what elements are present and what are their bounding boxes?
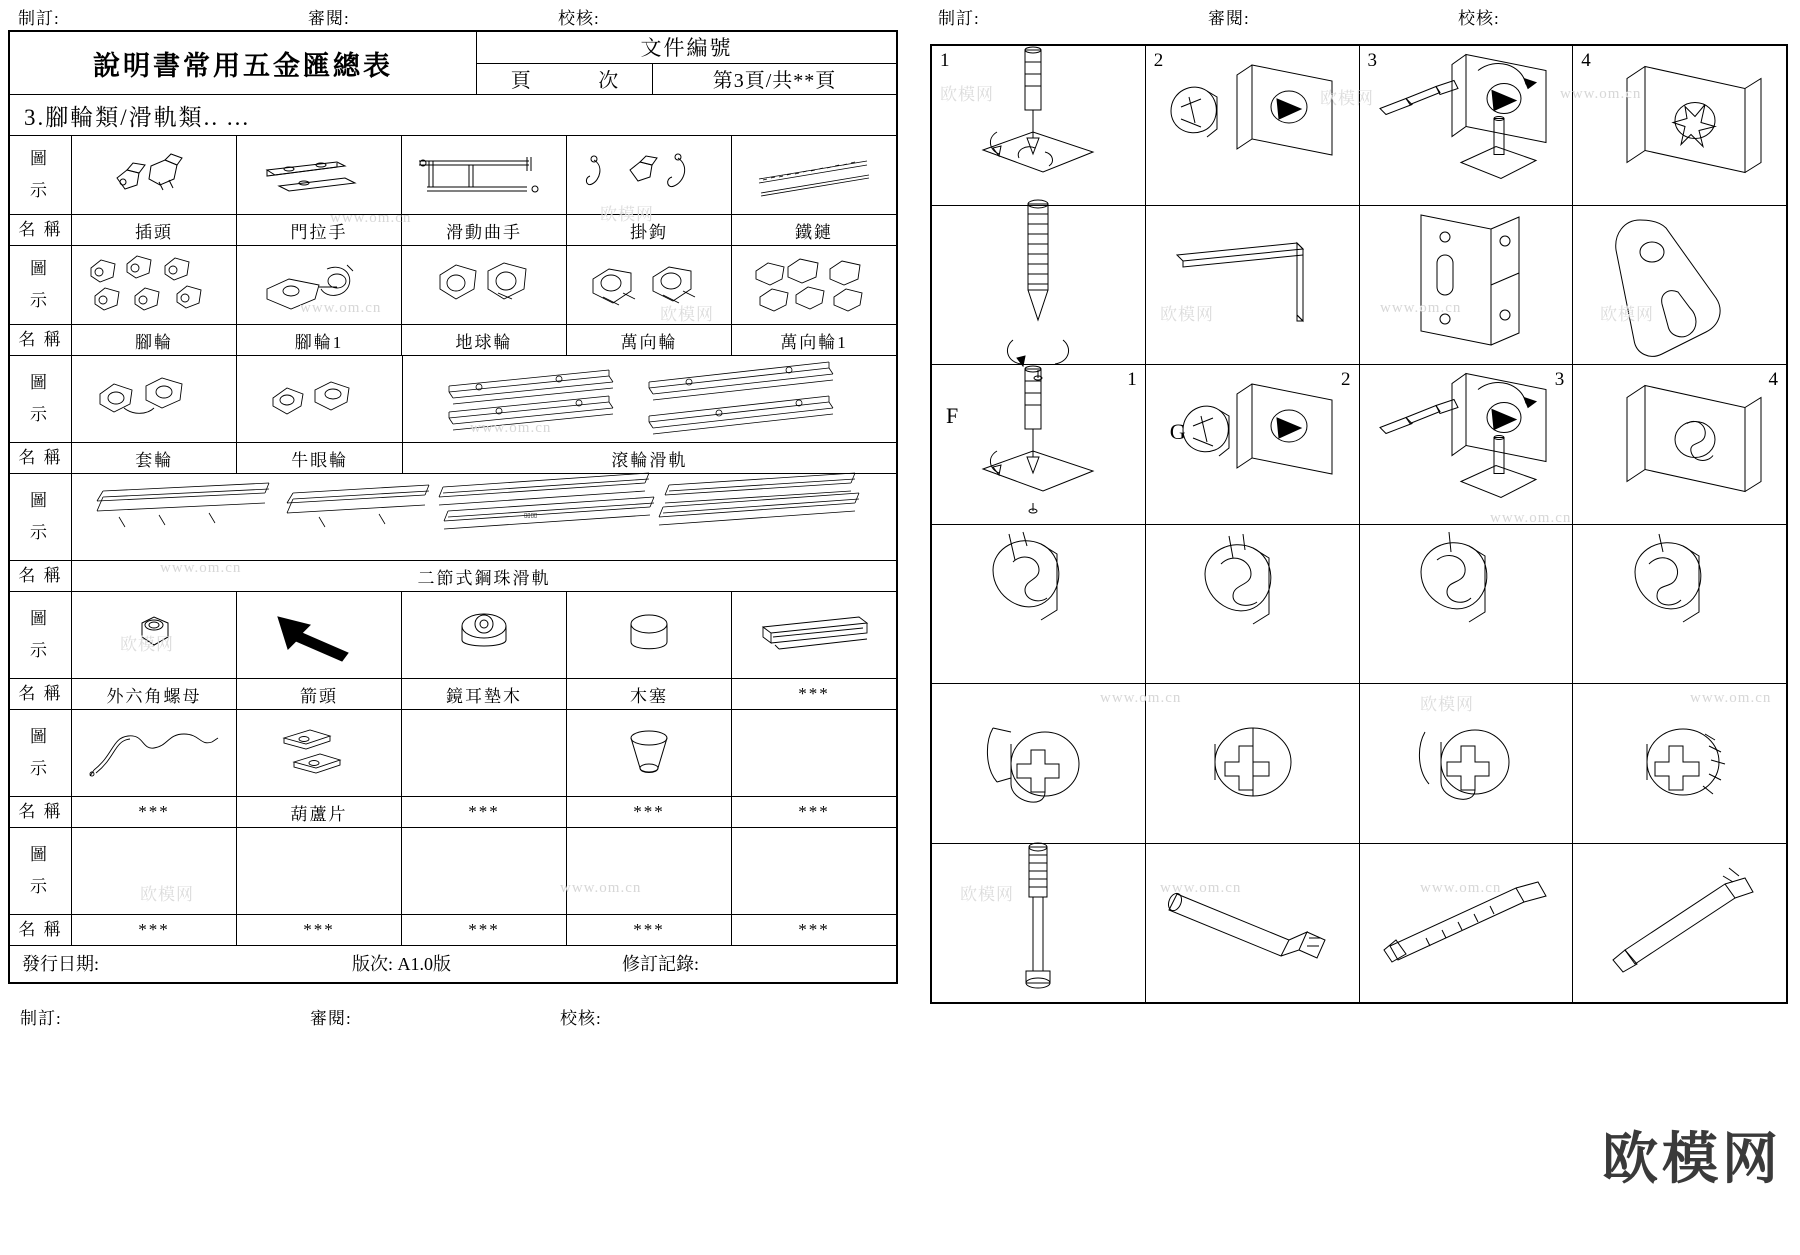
version-label: 版次: A1.0版 <box>352 954 451 974</box>
cam-lock-1 <box>932 525 1146 684</box>
part-name: 萬向輪 <box>567 325 732 355</box>
image-row-3 <box>10 356 896 443</box>
part-image-globe-wheel <box>402 246 567 324</box>
page-label-2: 次 <box>598 70 619 93</box>
part-image-hook <box>567 136 732 214</box>
part-image-blank <box>402 828 567 914</box>
row-label-name: 名 稱 <box>10 797 72 827</box>
header-drafted-by: 制訂: <box>18 9 60 28</box>
steps-row-2 <box>932 365 1786 525</box>
part-name: 葫蘆片 <box>237 797 402 827</box>
row-label-image: 圖 示 <box>10 356 72 442</box>
part-image-universal-wheel <box>567 246 732 324</box>
svg-text:▯▯▯▯: ▯▯▯▯ <box>524 513 538 519</box>
step-cell-4b <box>1573 365 1786 524</box>
header-checked-by: 校核: <box>558 9 600 28</box>
row-label-image: 圖 示 <box>10 828 72 914</box>
part-name: 地球輪 <box>402 325 567 355</box>
name-row-3 <box>10 443 896 474</box>
section-title: 3.腳輪類/滑軌類.. ... <box>24 104 251 130</box>
part-name: 鐵鏈 <box>795 222 833 242</box>
row-label-image: 圖 示 <box>10 246 72 324</box>
detail-cell-hinge-plate <box>1360 206 1574 365</box>
cam-lock-3 <box>1360 525 1574 684</box>
part-name: *** <box>237 915 402 945</box>
name-row-1 <box>10 215 896 246</box>
part-name: 掛鉤 <box>567 215 732 245</box>
part-image-roller-slide <box>403 356 896 442</box>
step-number: 2 <box>1341 369 1351 390</box>
part-name: 箭頭 <box>237 679 402 709</box>
page-label-1: 頁 <box>510 70 531 93</box>
table-title-row <box>10 32 896 95</box>
step-number: 1 <box>1127 369 1137 390</box>
step-number: 4 <box>1768 369 1778 390</box>
part-name: *** <box>402 915 567 945</box>
part-image-cone-plug <box>567 710 732 796</box>
part-image-door-handle <box>237 136 402 214</box>
name-row-5 <box>10 679 896 710</box>
steps-row-1 <box>932 46 1786 206</box>
r-header-checked-by: 校核: <box>1458 9 1500 28</box>
step-cell-3 <box>1360 46 1574 205</box>
fastener-bolt-4 <box>1573 844 1786 1003</box>
part-name: 木塞 <box>567 679 732 709</box>
step-cell-1 <box>932 46 1146 205</box>
header-reviewed-by: 審閱: <box>308 9 350 28</box>
row-label-name: 名 稱 <box>10 679 72 709</box>
image-row-7 <box>10 828 896 915</box>
detail-row-1 <box>932 206 1786 366</box>
part-image-universal-wheel-1 <box>732 246 896 324</box>
name-row-7 <box>10 915 896 946</box>
cam-lock-row-1 <box>932 525 1786 685</box>
part-name: 牛眼輪 <box>237 443 402 473</box>
part-image-wood-plug <box>567 592 732 678</box>
part-name: 門拉手 <box>237 215 402 245</box>
cam-lock-3d-1 <box>932 684 1146 843</box>
name-row-2 <box>10 325 896 356</box>
table-footer-row <box>10 946 896 982</box>
part-image-sleeve-wheel <box>72 356 237 442</box>
page-value: 第3頁/共**頁 <box>712 70 837 93</box>
name-row-6 <box>10 797 896 828</box>
left-sheet-footer <box>8 998 898 1029</box>
footer-checked-by: 校核: <box>560 1009 602 1028</box>
part-name: 滑動曲手 <box>402 215 567 245</box>
cam-lock-2 <box>1146 525 1360 684</box>
image-row-1 <box>10 136 896 215</box>
cam-lock-4 <box>1573 525 1786 684</box>
row-label-name: 名 稱 <box>10 915 72 945</box>
fastener-bolt-3 <box>1360 844 1574 1003</box>
section-row <box>10 95 896 136</box>
part-image-arrow <box>237 592 402 678</box>
image-row-2 <box>10 246 896 325</box>
part-image-caster <box>72 246 237 324</box>
part-name: 外六角螺母 <box>72 679 237 709</box>
part-name: 滾輪滑軌 <box>611 450 688 470</box>
assembly-steps-table <box>930 44 1788 1004</box>
part-name: 萬向輪1 <box>780 332 848 352</box>
watermark-logo: 欧模网 <box>1602 1127 1782 1192</box>
part-name: *** <box>72 797 237 827</box>
fastener-bolt-2 <box>1146 844 1360 1003</box>
step-cell-f1 <box>932 365 1146 524</box>
row-label-image: 圖 示 <box>10 710 72 796</box>
part-image-slide-rail <box>732 592 896 678</box>
part-name: *** <box>567 797 732 827</box>
part-name: *** <box>567 915 732 945</box>
row-label-name: 名 稱 <box>10 215 72 245</box>
step-cell-g2 <box>1146 365 1360 524</box>
cam-lock-3d-3 <box>1360 684 1574 843</box>
part-image-plug <box>72 136 237 214</box>
step-cell-2 <box>1146 46 1360 205</box>
step-cell-3b <box>1360 365 1574 524</box>
part-name: 鏡耳墊木 <box>402 679 567 709</box>
footer-reviewed-by: 審閱: <box>310 1009 352 1028</box>
part-image-two-section-ball-slide <box>72 474 896 560</box>
part-name: *** <box>402 797 567 827</box>
part-name: *** <box>798 920 830 939</box>
fastener-bolt-1 <box>932 844 1146 1003</box>
fastener-row <box>932 844 1786 1003</box>
footer-drafted-by: 制訂: <box>20 1009 62 1028</box>
part-image-gourd-plate <box>237 710 402 796</box>
step-number: 2 <box>1153 50 1164 71</box>
image-row-5 <box>10 592 896 679</box>
part-name: 二節式鋼珠滑軌 <box>417 568 551 588</box>
hardware-summary-table <box>8 30 898 984</box>
part-image-sliding-arm <box>402 136 567 214</box>
step-number: 3 <box>1554 369 1565 390</box>
part-name: 腳輪1 <box>237 325 402 355</box>
part-name: *** <box>72 915 237 945</box>
letter-f: F <box>946 403 959 428</box>
part-image-mirror-pad <box>402 592 567 678</box>
cam-lock-row-2 <box>932 684 1786 844</box>
step-number: 1 <box>940 50 950 71</box>
cam-lock-3d-4 <box>1573 684 1786 843</box>
detail-cell-allen-key <box>1146 206 1360 365</box>
r-header-reviewed-by: 審閱: <box>1208 9 1250 28</box>
part-name: 套輪 <box>72 443 237 473</box>
part-image-hex-nut <box>72 592 237 678</box>
right-sheet-header <box>930 0 1792 35</box>
part-image-blank <box>732 710 896 796</box>
step-number: 4 <box>1581 50 1591 71</box>
image-row-6 <box>10 710 896 797</box>
row-label-image: 圖 示 <box>10 474 72 560</box>
row-label-image: 圖 示 <box>10 592 72 678</box>
part-image-caster-1 <box>237 246 402 324</box>
detail-cell-screw <box>932 206 1146 365</box>
table-title: 說明書常用五金匯總表 <box>10 32 477 94</box>
part-image-blank <box>402 710 567 796</box>
row-label-image: 圖 示 <box>10 136 72 214</box>
revision-label: 修訂記錄: <box>622 954 700 974</box>
issue-date-label: 發行日期: <box>22 954 100 974</box>
part-image-blank <box>732 828 896 914</box>
part-image-bullseye-wheel <box>237 356 402 442</box>
doc-number-label: 文件編號 <box>477 32 896 64</box>
part-name: 腳輪 <box>72 325 237 355</box>
image-row-4 <box>10 474 896 561</box>
detail-cell-keyhole-plate <box>1573 206 1786 365</box>
part-name: *** <box>798 684 830 703</box>
part-image-blank <box>237 828 402 914</box>
part-name: 插頭 <box>72 215 237 245</box>
row-label-name: 名 稱 <box>10 443 72 473</box>
name-row-4 <box>10 561 896 592</box>
row-label-name: 名 稱 <box>10 561 72 591</box>
part-image-blank <box>72 828 237 914</box>
part-image-blank <box>567 828 732 914</box>
part-image-wire <box>72 710 237 796</box>
part-name: *** <box>798 802 830 821</box>
step-number: 3 <box>1367 50 1377 71</box>
cam-lock-3d-2 <box>1146 684 1360 843</box>
r-header-drafted-by: 制訂: <box>938 9 980 28</box>
part-image-chain <box>732 136 896 214</box>
row-label-name: 名 稱 <box>10 325 72 355</box>
step-cell-4 <box>1573 46 1786 205</box>
letter-g: G <box>1169 419 1186 444</box>
drawing-page: 制訂: 審閱: 校核: 說明書常用五金匯總表 文件編號 頁 次 第3頁/共**頁 3.腳輪類/滑軌類.. ... 圖 示 名 稱 插頭 門拉手 滑動曲手 掛鉤 鐵鏈 圖 示 名 稱 腳輪 腳輪1 地球輪 萬向輪 萬向輪1 圖 示 名 稱 套輪 牛眼輪 滾輪滑軌 圖 示 ▯▯▯▯ 名 稱 二節式鋼珠滑軌 圖 示 名 稱 外六角螺母 箭頭 鏡耳墊木 木塞 *** 圖 示 名 稱 *** 葫蘆片 *** *** *** 圖 示 名 稱 *** *** *** *** *** 發行日期: 版次: A1.0版 修訂記錄: 制訂: 審閱: 校核: 制訂: 審閱: 校核: 1 2 3 4 1 F 2 G 3 4 欧模网 www.om.cn 欧模网 www.om.cn 欧模网 www.om.cn www.om.cn 欧模网 www.om.cn 欧模网 www.om.cn 欧模网 欧模网 www.om.cn 欧模网 www.om.cn 欧模网 www.om.cn www.om.cn 欧模网 www.om.cn www.om.cn 欧模网 <box>0 0 1800 1255</box>
